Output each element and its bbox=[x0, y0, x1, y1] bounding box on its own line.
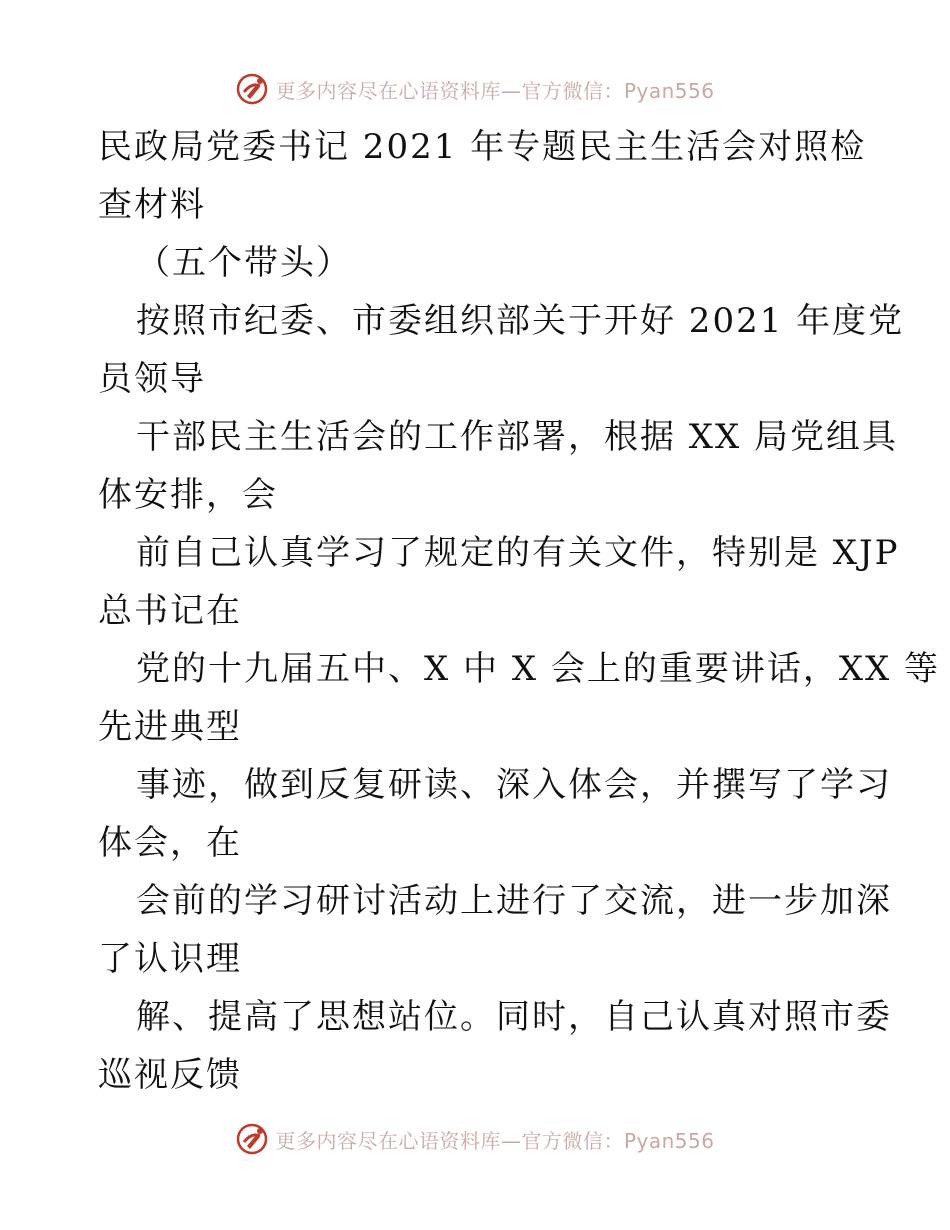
text-line: 查材料 bbox=[98, 185, 206, 225]
text-line: 体会，在 bbox=[98, 823, 242, 863]
text-line: 巡视反馈 bbox=[98, 1055, 242, 1095]
text-line: 体安排，会 bbox=[98, 475, 278, 515]
text-line: 总书记在 bbox=[98, 591, 242, 631]
text-line: 民政局党委书记 2021 年专题民主生活会对照检 bbox=[98, 127, 867, 167]
watermark-banner-top bbox=[0, 72, 950, 106]
book-logo-icon bbox=[235, 72, 269, 106]
text-line: 解、提高了思想站位。同时，自己认真对照市委 bbox=[136, 997, 892, 1037]
subtitle-line: （五个带头） bbox=[136, 243, 352, 283]
text-line: 按照市纪委、市委组织部关于开好 2021 年度党 bbox=[136, 301, 905, 341]
book-logo-icon bbox=[235, 1122, 269, 1156]
text-line: 事迹，做到反复研读、深入体会，并撰写了学习 bbox=[136, 765, 892, 805]
document-body bbox=[98, 118, 941, 1104]
text-line: 干部民主生活会的工作部署，根据 XX 局党组具 bbox=[136, 417, 899, 457]
text-line: 会前的学习研讨活动上进行了交流，进一步加深 bbox=[136, 881, 892, 921]
text-line: 前自己认真学习了规定的有关文件，特别是 XJP bbox=[136, 533, 900, 573]
watermark-text: 更多内容尽在心语资料库—官方微信：Pyan556 bbox=[275, 78, 715, 103]
text-line: 先进典型 bbox=[98, 707, 242, 747]
watermark-banner-bottom bbox=[0, 1122, 950, 1156]
text-line: 了认识理 bbox=[98, 939, 242, 979]
text-line: 党的十九届五中、X 中 X 会上的重要讲话，XX 等 bbox=[136, 649, 941, 689]
watermark-text: 更多内容尽在心语资料库—官方微信：Pyan556 bbox=[275, 1128, 715, 1153]
text-line: 员领导 bbox=[98, 359, 206, 399]
